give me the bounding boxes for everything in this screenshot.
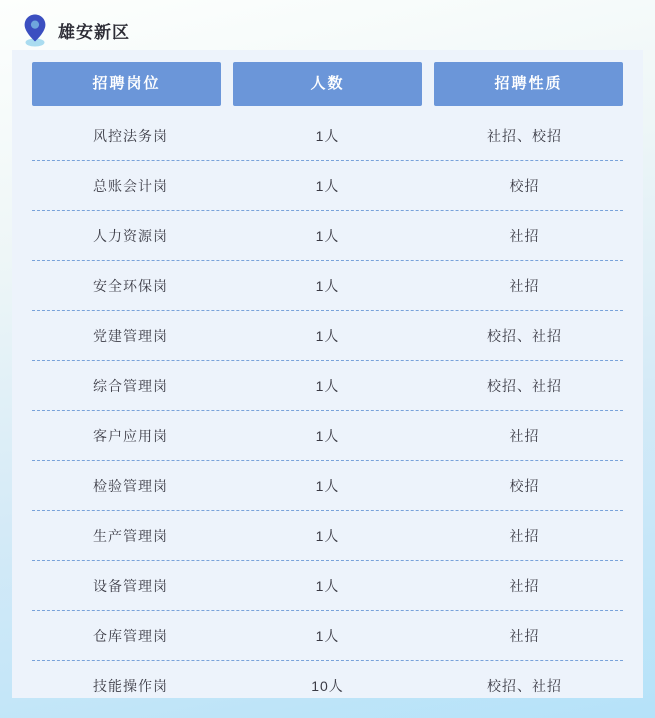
cell-count: 1人 — [315, 477, 340, 494]
cell-position: 安全环保岗 — [93, 277, 168, 294]
cell-type: 校招 — [509, 477, 540, 494]
recruitment-table-panel — [12, 50, 643, 698]
cell-count: 1人 — [315, 227, 340, 244]
table-row — [32, 311, 623, 361]
table-row — [32, 261, 623, 311]
cell-type: 社招 — [509, 227, 540, 244]
table-row — [32, 461, 623, 511]
page-title: 雄安新区 — [58, 22, 130, 42]
column-header-type: 招聘性质 — [434, 62, 623, 106]
cell-type: 社招 — [509, 627, 540, 644]
cell-position: 总账会计岗 — [93, 177, 168, 194]
table-header-row — [32, 62, 623, 106]
section-header — [0, 0, 655, 50]
table-row — [32, 611, 623, 661]
table-row — [32, 561, 623, 611]
cell-count: 1人 — [315, 177, 340, 194]
cell-count: 1人 — [315, 377, 340, 394]
cell-position: 风控法务岗 — [93, 127, 168, 144]
cell-position: 人力资源岗 — [93, 227, 168, 244]
cell-position: 检验管理岗 — [93, 477, 168, 494]
cell-type: 社招 — [509, 427, 540, 444]
table-row — [32, 161, 623, 211]
cell-position: 技能操作岗 — [93, 678, 168, 694]
table-row — [32, 411, 623, 461]
cell-type: 社招 — [509, 277, 540, 294]
table-row — [32, 111, 623, 161]
cell-type: 社招、校招 — [487, 127, 562, 144]
cell-count: 1人 — [315, 577, 340, 594]
cell-count: 10人 — [311, 678, 344, 694]
cell-type: 社招 — [509, 577, 540, 594]
cell-position: 设备管理岗 — [93, 577, 168, 594]
cell-type: 校招、社招 — [487, 327, 562, 344]
table-row — [32, 661, 623, 698]
cell-type: 社招 — [509, 527, 540, 544]
cell-type: 校招、社招 — [487, 377, 562, 394]
column-header-count: 人数 — [233, 62, 422, 106]
cell-type: 校招、社招 — [487, 678, 562, 694]
cell-position: 客户应用岗 — [93, 427, 168, 444]
cell-position: 党建管理岗 — [93, 327, 168, 344]
cell-count: 1人 — [315, 327, 340, 344]
cell-position: 生产管理岗 — [93, 527, 168, 544]
table-row — [32, 511, 623, 561]
cell-count: 1人 — [315, 277, 340, 294]
cell-count: 1人 — [315, 627, 340, 644]
cell-count: 1人 — [315, 127, 340, 144]
table-body — [32, 111, 623, 698]
location-pin-icon — [22, 13, 48, 47]
column-header-position: 招聘岗位 — [32, 62, 221, 106]
table-row — [32, 361, 623, 411]
cell-count: 1人 — [315, 427, 340, 444]
table-row — [32, 211, 623, 261]
cell-count: 1人 — [315, 527, 340, 544]
cell-type: 校招 — [509, 177, 540, 194]
cell-position: 综合管理岗 — [93, 377, 168, 394]
cell-position: 仓库管理岗 — [93, 627, 168, 644]
